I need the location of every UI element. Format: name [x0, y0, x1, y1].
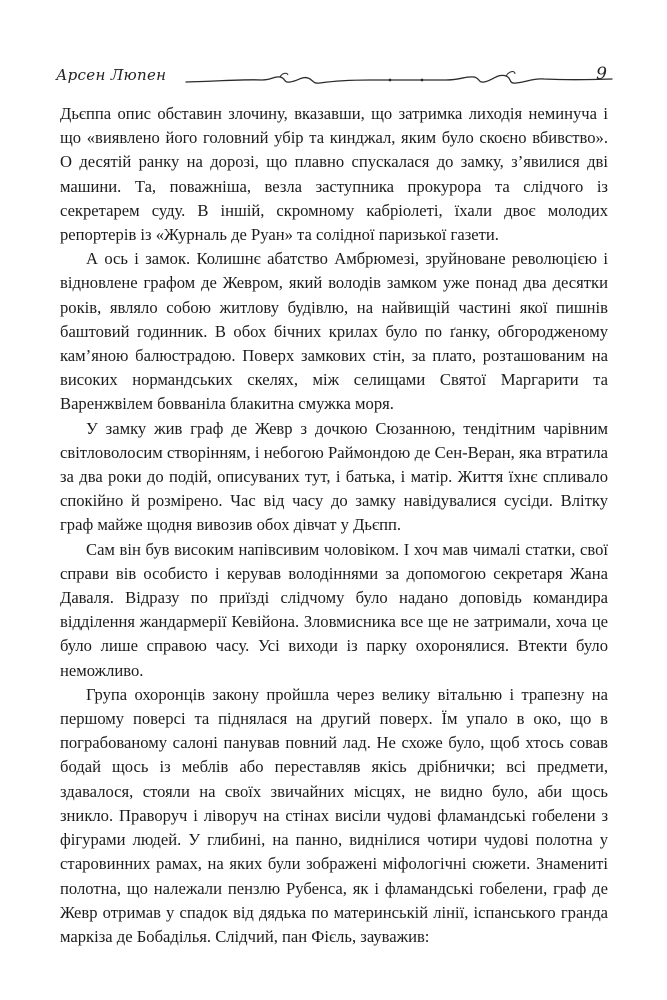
paragraph: Дьєппа опис обставин злочину, вказавши, що затримка лиходія неминуча і що «виявлено його головний убір та кинджал, яким було скоєно вбивство». О десятій ранку на дорозі, що плавно спускалася до замку, з’явилися дві машини. Та, поважніша, везла заступника прокурора та слідчого із секретарем суду. В іншій, скромному кабріолеті, їхали двоє молодих репортерів із «Журналь де Руан» та солідної паризької газети.	[60, 104, 608, 245]
paragraph: Група охоронців закону пройшла через велику вітальню і трапезну на першому поверсі та піднялася на другий поверх. Їм упало в око, що в пограбованому салоні панував повний лад. Не схоже було, щоб хтось совав бодай щось із меблів або переставляв якісь дрібнички; всі предмети, здавалося, стояли на своїх звичайних місцях, не видно було, аби щось зникло. Праворуч і ліворуч на стінах висіли чудові фламандські гобелени з фігурами людей. У глибині, на панно, виднілися чотири чудові полотна у старовинних рамах, на яких були зображені міфологічні сюжети. Знамениті полотна, що належали пензлю Рубенса, як і фламандські гобелени, граф де Жевр отримав у спадок від дядька по материнській лінії, іспанського гранда маркіза де Бобаділья. Слідчий, пан Фієль, зауважив:	[60, 684, 608, 946]
ornament-flourish-icon	[184, 64, 614, 90]
body-text	[60, 102, 608, 949]
paragraph: У замку жив граф де Жевр з дочкою Сюзанною, тендітним чарівним світловолосим створінням, і небогою Раймондою де Сен-Веран, яка втратила за два роки до подій, описуваних тут, і батька, і матір. Життя їхнє спливало спокійно й розмірено. Час від часу до замку навідувалися сусіди. Влітку граф майже щодня вивозив обох дівчат у Дьєпп.	[60, 418, 608, 535]
page-number: 9	[596, 64, 607, 84]
paragraph: Сам він був високим напівсивим чоловіком. І хоч мав чималі статки, свої справи вів особисто і керував володіннями за допомогою секретаря Жана Даваля. Відразу по приїзді слідчому було надано доповідь командира відділення жандармерії Кевійона. Зловмисника все ще не затримали, хоча це було лише справою часу. Усі виходи із парку охоронялися. Втекти було неможливо.	[60, 539, 608, 680]
running-title: Арсен Люпен	[56, 66, 167, 84]
paragraph: А ось і замок. Колишнє абатство Амбрюмезі, зруйноване революцією і відновлене графом де Жевром, який володів замком уже понад два десятки років, являло собою житлову будівлю, на найвищій частині якої пишнів баштовий годинник. В обох бічних крилах було по ґанку, обгородженому кам’яною балюстрадою. Поверх замкових стін, за плато, розташованим на високих нормандських скелях, між селищами Святої Маргарити та Варенжвілем бовваніла блакитна смужка моря.	[60, 249, 608, 414]
running-header	[44, 58, 623, 92]
